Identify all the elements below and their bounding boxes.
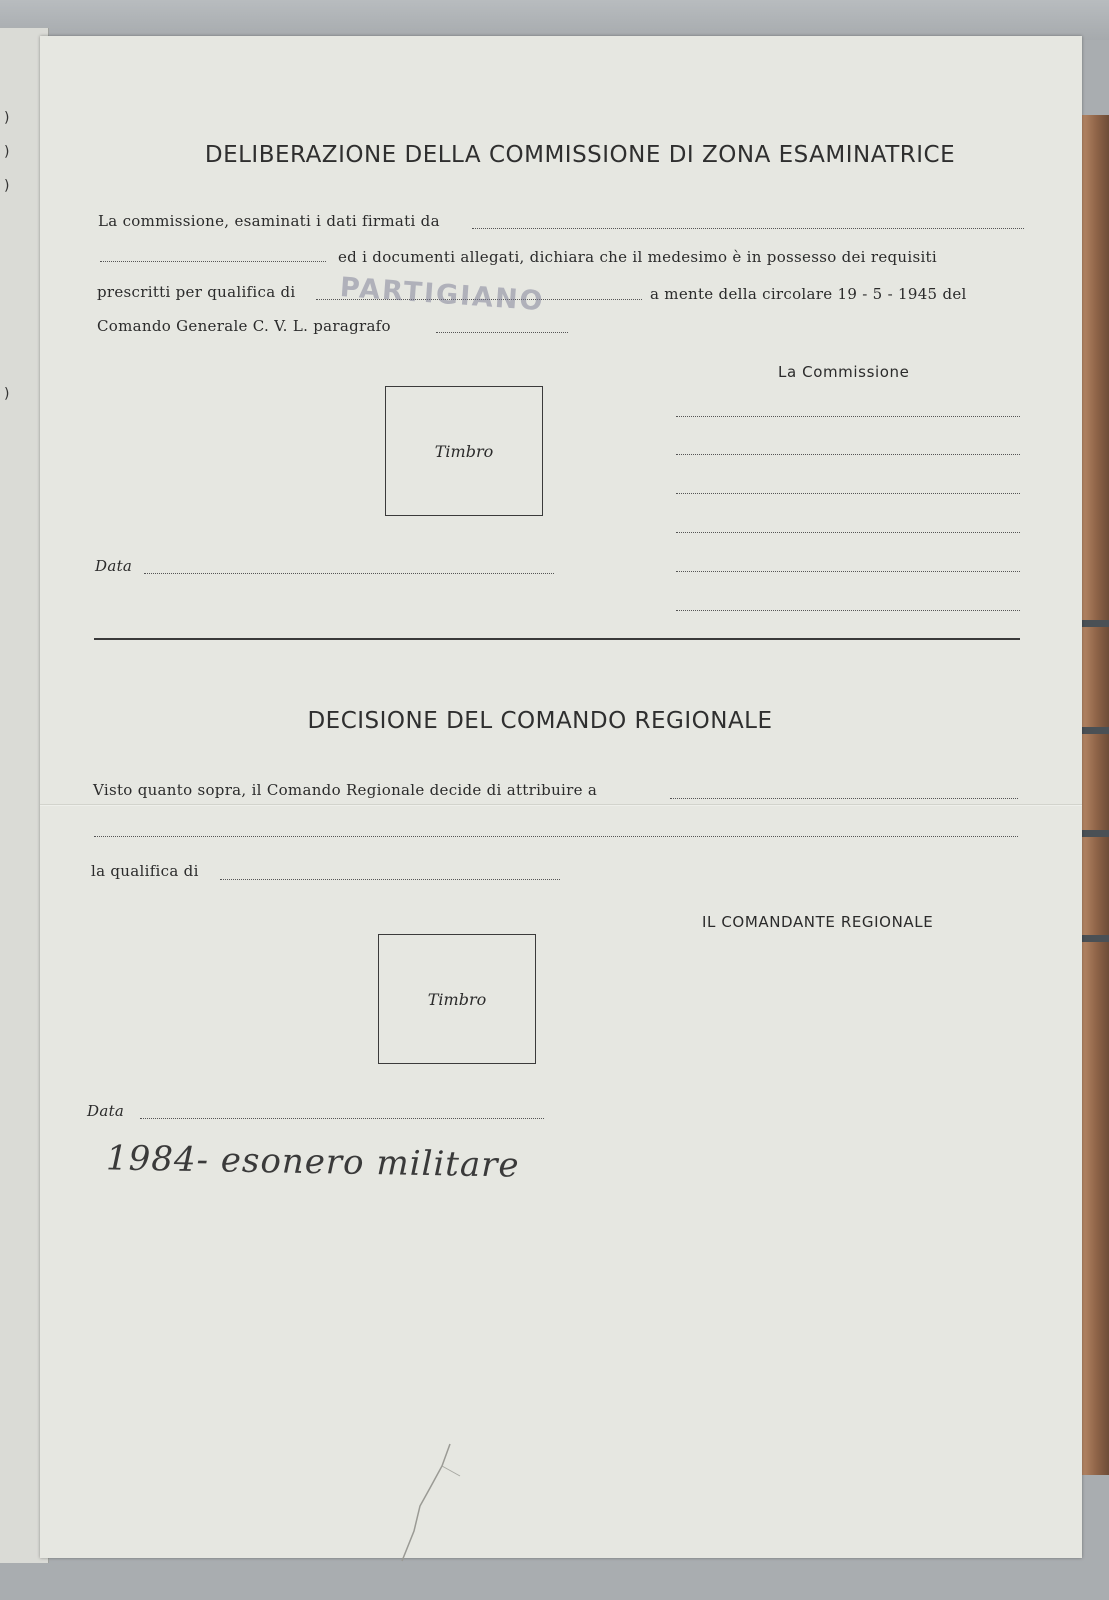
signed-by-field-continued[interactable]	[100, 261, 326, 262]
commission-signature-line-4[interactable]	[676, 532, 1020, 533]
commission-signature-line-2[interactable]	[676, 454, 1020, 455]
paragraph-field[interactable]	[436, 332, 568, 333]
section-divider	[94, 638, 1020, 640]
section1-title: DELIBERAZIONE DELLA COMMISSIONE DI ZONA ESAMINATRICE	[204, 142, 956, 168]
commission-text-line1: La commissione, esaminati i dati firmati da	[98, 212, 440, 230]
commander-label: IL COMANDANTE REGIONALE	[702, 913, 934, 931]
handwritten-note: 1984- esonero militare	[105, 1138, 520, 1186]
qualification-label: prescritti per qualifica di	[97, 283, 296, 301]
stamp-box-commission	[385, 386, 543, 516]
signed-by-field[interactable]	[472, 228, 1024, 229]
form-sheet	[40, 36, 1082, 1558]
commission-signature-line-1[interactable]	[676, 416, 1020, 417]
date-label-section2: Data	[87, 1102, 125, 1120]
section2-title: DECISIONE DEL COMANDO REGIONALE	[307, 708, 773, 734]
stamp-label: Timbro	[427, 989, 487, 1009]
scan-backdrop	[0, 0, 1109, 40]
paper-fold	[40, 804, 1082, 806]
partigiano-rubber-stamp: PARTIGIANO	[338, 272, 546, 318]
date-label-section1: Data	[95, 557, 133, 575]
commission-signature-line-6[interactable]	[676, 610, 1020, 611]
binding-edge	[1081, 115, 1109, 1475]
circular-reference-text: a mente della circolare 19 - 5 - 1945 del	[650, 285, 967, 303]
commission-text-line2: ed i documenti allegati, dichiara che il medesimo è in possesso dei requisiti	[338, 248, 937, 266]
qualifica-label: la qualifica di	[91, 862, 199, 880]
date-field-section2[interactable]	[140, 1118, 544, 1119]
commission-signature-line-3[interactable]	[676, 493, 1020, 494]
stamp-label: Timbro	[434, 441, 494, 461]
assignee-field-continued[interactable]	[94, 836, 1018, 837]
adjacent-page-edge: ) ) ) )	[0, 28, 49, 1563]
qualifica-field[interactable]	[220, 879, 560, 880]
paragraph-label: Comando Generale C. V. L. paragrafo	[97, 317, 391, 335]
commission-signature-label: La Commissione	[778, 363, 910, 381]
commission-signature-line-5[interactable]	[676, 571, 1020, 572]
assignee-field[interactable]	[670, 798, 1018, 799]
stamp-box-regional	[378, 934, 536, 1064]
date-field-section1[interactable]	[144, 573, 554, 574]
paper-tear	[390, 1436, 480, 1566]
regional-decision-text: Visto quanto sopra, il Comando Regionale decide di attribuire a	[93, 781, 598, 799]
